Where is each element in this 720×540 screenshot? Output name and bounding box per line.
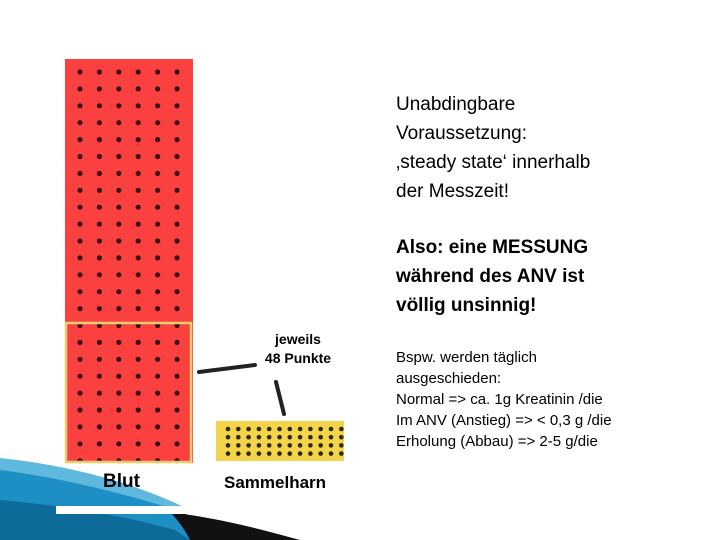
blood-dot — [116, 374, 121, 379]
blood-dot — [174, 238, 179, 243]
blood-dot — [116, 137, 121, 142]
blood-dot — [77, 374, 82, 379]
urine-dot — [308, 443, 313, 448]
callout-label — [248, 330, 348, 368]
urine-dot — [308, 435, 313, 440]
blood-dot — [155, 357, 160, 362]
blood-dot — [77, 357, 82, 362]
blood-dot — [155, 272, 160, 277]
blood-dot — [77, 222, 82, 227]
blood-dot — [116, 86, 121, 91]
urine-dot — [339, 451, 344, 456]
urine-dot — [257, 435, 262, 440]
blood-dot — [97, 407, 102, 412]
blood-dot — [116, 154, 121, 159]
urine-dot — [339, 443, 344, 448]
blood-dot — [174, 137, 179, 142]
blood-dot — [97, 272, 102, 277]
urine-dot — [318, 435, 323, 440]
blood-dot — [97, 103, 102, 108]
blood-dot — [155, 188, 160, 193]
text-line: Voraussetzung: — [396, 123, 527, 144]
urine-dot — [257, 451, 262, 456]
blood-dot — [174, 441, 179, 446]
blood-dot — [136, 222, 141, 227]
blood-label: Blut — [103, 471, 140, 492]
blood-dot — [77, 120, 82, 125]
urine-dot — [246, 443, 251, 448]
blood-dot — [116, 306, 121, 311]
blood-dot — [97, 188, 102, 193]
blood-dot — [136, 340, 141, 345]
urine-dot — [277, 443, 282, 448]
blood-dot — [136, 205, 141, 210]
blood-dot — [97, 391, 102, 396]
blood-dot — [174, 289, 179, 294]
blood-dot — [174, 69, 179, 74]
blood-dot — [116, 441, 121, 446]
blood-dot — [174, 188, 179, 193]
urine-dot — [288, 443, 293, 448]
blood-dot — [77, 289, 82, 294]
blood-dot — [174, 171, 179, 176]
blood-dot — [136, 69, 141, 74]
urine-dot — [267, 443, 272, 448]
blood-dot — [77, 238, 82, 243]
urine-dot — [236, 435, 241, 440]
urine-dot — [329, 435, 334, 440]
urine-dot — [288, 451, 293, 456]
blood-dot — [155, 120, 160, 125]
blood-dot — [136, 374, 141, 379]
blood-dot — [136, 188, 141, 193]
blood-dot — [174, 205, 179, 210]
blood-dot — [77, 306, 82, 311]
blood-dot — [77, 86, 82, 91]
callout-label-line-1: jeweils — [275, 331, 321, 347]
urine-dot — [226, 435, 231, 440]
blood-dot — [77, 255, 82, 260]
blood-dot — [155, 137, 160, 142]
blood-dot — [97, 306, 102, 311]
urine-dot — [277, 451, 282, 456]
urine-dot — [298, 451, 303, 456]
blood-dot — [136, 86, 141, 91]
blood-dot — [155, 255, 160, 260]
blood-dot — [174, 154, 179, 159]
urine-dot — [308, 427, 313, 432]
blood-dot — [116, 289, 121, 294]
blood-dot — [116, 120, 121, 125]
blood-dot — [136, 272, 141, 277]
blood-dot — [77, 424, 82, 429]
blood-dot — [77, 69, 82, 74]
blood-dot — [97, 137, 102, 142]
urine-dot — [257, 443, 262, 448]
blood-dot — [97, 238, 102, 243]
blood-dot — [155, 391, 160, 396]
text-block-conclusion — [396, 233, 706, 320]
blood-dot — [97, 171, 102, 176]
urine-dot — [339, 427, 344, 432]
blood-dot — [77, 171, 82, 176]
blood-dot — [155, 424, 160, 429]
blood-dot — [136, 238, 141, 243]
blood-dot — [97, 205, 102, 210]
text-line: Unabdingbare — [396, 94, 516, 115]
urine-dot — [298, 435, 303, 440]
blood-dot — [116, 188, 121, 193]
blood-dot — [136, 137, 141, 142]
blood-dot — [174, 391, 179, 396]
urine-dot — [298, 427, 303, 432]
blood-dot — [136, 357, 141, 362]
blood-dot — [136, 306, 141, 311]
urine-dot — [267, 451, 272, 456]
text-line: Erholung (Abbau) => 2-5 g/die — [396, 433, 598, 450]
blood-dot — [174, 306, 179, 311]
blood-dot — [155, 306, 160, 311]
blood-dot — [155, 222, 160, 227]
text-line: während des ANV ist — [396, 266, 585, 287]
urine-dot — [318, 443, 323, 448]
blood-dot — [136, 391, 141, 396]
blood-dot — [97, 86, 102, 91]
blood-dot — [155, 69, 160, 74]
blood-dot — [97, 289, 102, 294]
blood-dot — [155, 289, 160, 294]
blood-dot — [136, 154, 141, 159]
urine-dot — [308, 451, 313, 456]
urine-dot — [277, 427, 282, 432]
urine-dot — [226, 451, 231, 456]
text-line: Normal => ca. 1g Kreatinin /die — [396, 391, 603, 408]
urine-dot — [246, 427, 251, 432]
urine-dot — [339, 435, 344, 440]
text-block-example — [396, 347, 716, 452]
blood-dot — [116, 238, 121, 243]
urine-label: Sammelharn — [224, 473, 327, 492]
blood-dot — [97, 441, 102, 446]
urine-dot — [318, 427, 323, 432]
blood-dot — [97, 120, 102, 125]
blood-dot — [116, 69, 121, 74]
blood-dot — [155, 340, 160, 345]
text-line: Bspw. werden täglich — [396, 349, 537, 366]
urine-dot — [288, 435, 293, 440]
blood-dot — [155, 103, 160, 108]
urine-dot — [246, 435, 251, 440]
urine-dot — [267, 435, 272, 440]
blood-dot — [155, 407, 160, 412]
blood-dot — [174, 255, 179, 260]
blood-dot — [174, 86, 179, 91]
blood-dot — [77, 340, 82, 345]
blood-dot — [136, 424, 141, 429]
blood-dot — [116, 222, 121, 227]
blood-dot — [116, 424, 121, 429]
text-block-steady-state — [396, 90, 706, 206]
urine-dot — [329, 451, 334, 456]
text-line: Im ANV (Anstieg) => < 0,3 g /die — [396, 412, 612, 429]
urine-dot — [298, 443, 303, 448]
blood-dot — [155, 154, 160, 159]
blood-dot — [174, 374, 179, 379]
blood-dot — [77, 205, 82, 210]
blood-dot — [97, 69, 102, 74]
blood-dot — [136, 255, 141, 260]
blood-dot — [155, 441, 160, 446]
blood-dot — [174, 424, 179, 429]
blood-dot — [136, 289, 141, 294]
text-line: Also: eine MESSUNG — [396, 237, 589, 258]
urine-dot — [236, 427, 241, 432]
blood-dot — [155, 86, 160, 91]
blood-dot — [174, 103, 179, 108]
blood-dot — [97, 357, 102, 362]
blood-dot — [116, 205, 121, 210]
blood-dot — [155, 205, 160, 210]
blood-dot — [97, 154, 102, 159]
blood-dot — [116, 103, 121, 108]
blood-dot — [97, 222, 102, 227]
blood-dot — [97, 340, 102, 345]
urine-dot — [257, 427, 262, 432]
text-line: ausgeschieden: — [396, 370, 502, 387]
blood-dot — [97, 424, 102, 429]
blood-column — [65, 59, 193, 463]
urine-dot — [267, 427, 272, 432]
blood-dot — [116, 391, 121, 396]
blood-dot — [136, 407, 141, 412]
blood-dot — [136, 103, 141, 108]
urine-dot — [236, 451, 241, 456]
blood-dot — [77, 154, 82, 159]
urine-dot — [226, 443, 231, 448]
blood-dot — [116, 255, 121, 260]
blood-dot — [136, 171, 141, 176]
blood-dot — [174, 407, 179, 412]
callout-label-line-2: 48 Punkte — [264, 350, 332, 366]
blood-dot — [77, 103, 82, 108]
blood-dot — [136, 120, 141, 125]
blood-dot — [116, 272, 121, 277]
urine-dot — [329, 427, 334, 432]
blood-dot — [155, 171, 160, 176]
blood-dot — [116, 171, 121, 176]
urine-dot — [236, 443, 241, 448]
blood-dot — [77, 137, 82, 142]
blood-dot — [97, 374, 102, 379]
blood-dot — [174, 120, 179, 125]
blood-dot — [77, 272, 82, 277]
text-line: völlig unsinnig! — [396, 295, 537, 316]
urine-dot — [318, 451, 323, 456]
blood-dot — [116, 340, 121, 345]
blood-dot — [97, 255, 102, 260]
blood-dot — [174, 222, 179, 227]
blood-dot — [174, 357, 179, 362]
blood-dot — [174, 272, 179, 277]
urine-dot — [277, 435, 282, 440]
urine-dot — [246, 451, 251, 456]
blood-dot — [155, 238, 160, 243]
blood-dot — [77, 441, 82, 446]
text-line: ‚steady state‘ innerhalb — [396, 152, 591, 173]
urine-dot — [329, 443, 334, 448]
blood-dot — [77, 391, 82, 396]
blood-dot — [116, 407, 121, 412]
blood-dot — [174, 340, 179, 345]
urine-dot — [288, 427, 293, 432]
blood-dot — [77, 407, 82, 412]
text-line: der Messzeit! — [396, 181, 509, 202]
urine-dot — [226, 427, 231, 432]
blood-dot — [77, 188, 82, 193]
blood-dot — [136, 441, 141, 446]
blood-dot — [116, 357, 121, 362]
blood-dot — [155, 374, 160, 379]
